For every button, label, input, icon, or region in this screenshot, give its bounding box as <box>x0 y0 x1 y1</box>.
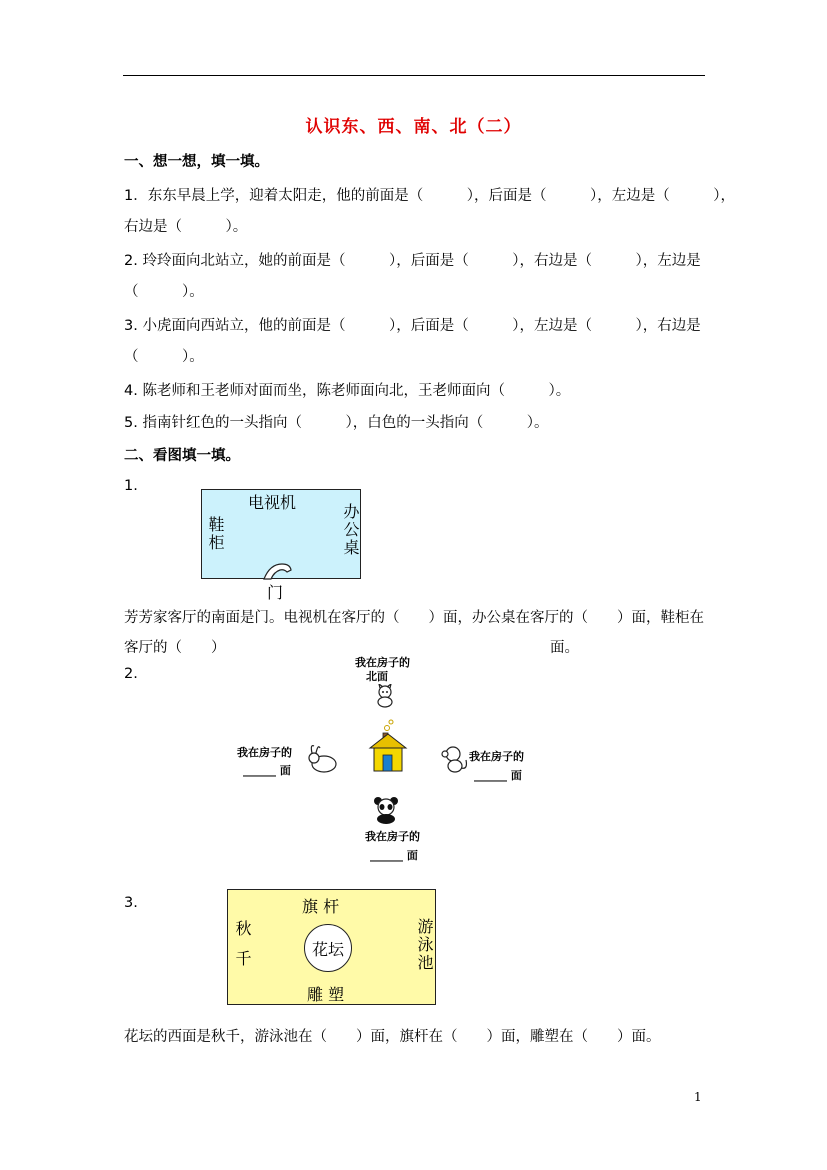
pool-label: 游泳池 <box>415 918 434 972</box>
q2-number: 2. <box>124 666 138 682</box>
question-line: （ ）。 <box>124 349 204 365</box>
question-line: 3. 小虎面向西站立，他的前面是（ ），后面是（ ），左边是（ ），右边是 <box>124 318 701 334</box>
question-line: （ ）。 <box>124 284 204 300</box>
north-label: 北面 <box>366 670 388 683</box>
question-line: 5. 指南针红色的一头指向（ ），白色的一头指向（ ）。 <box>124 415 549 431</box>
east-blank: ______ 面 <box>474 769 522 782</box>
west-blank: ______ 面 <box>243 764 291 777</box>
q1-text: 芳芳家客厅的南面是门。电视机在客厅的（ ）面，办公桌在客厅的（ ）面，鞋柜在 <box>124 610 704 626</box>
q3-text: 花坛的西面是秋千，游泳池在（ ）面，旗杆在（ ）面，雕塑在（ ）面。 <box>124 1029 661 1045</box>
south-label: 我在房子的 <box>365 830 420 843</box>
page-title: 认识东、西、南、北（二） <box>305 117 522 137</box>
cat-icon <box>372 684 398 708</box>
desk-label: 办公桌 <box>341 503 360 557</box>
swing-label: 秋千 <box>233 920 252 980</box>
door-icon <box>260 560 296 580</box>
tv-label: 电视机 <box>248 493 297 512</box>
q1-text: 客厅的（ ） <box>124 640 226 656</box>
q1-text: 面。 <box>550 640 579 656</box>
question-line: 4. 陈老师和王老师对面而坐，陈老师面向北，王老师面向（ ）。 <box>124 383 571 399</box>
rabbit-icon <box>306 744 340 774</box>
flagpole-label: 旗 杆 <box>302 897 340 916</box>
monkey-icon <box>440 744 470 774</box>
shoe-cabinet-label: 鞋柜 <box>206 516 225 552</box>
panda-icon <box>372 796 400 824</box>
q1-number: 1. <box>124 478 138 494</box>
flower-bed-label: 花坛 <box>311 939 344 959</box>
section2-heading: 二、看图填一填。 <box>124 448 240 464</box>
east-label: 我在房子的 <box>469 750 524 763</box>
statue-label: 雕 塑 <box>307 985 345 1004</box>
west-label: 我在房子的 <box>237 746 292 759</box>
question-line: 右边是（ ）。 <box>124 219 248 235</box>
south-blank: ______ 面 <box>370 849 418 862</box>
question-line: 1．东东早晨上学，迎着太阳走，他的前面是（ ），后面是（ ），左边是（ ）， <box>124 188 735 204</box>
house-icon <box>368 718 408 774</box>
page-number: 1 <box>694 1090 702 1104</box>
section1-heading: 一、想一想，填一填。 <box>124 154 269 170</box>
header-rule <box>123 75 705 76</box>
door-label: 门 <box>267 583 284 602</box>
question-line: 2. 玲玲面向北站立，她的前面是（ ），后面是（ ），右边是（ ），左边是 <box>124 253 701 269</box>
north-label: 我在房子的 <box>355 656 410 669</box>
q3-number: 3. <box>124 895 138 911</box>
flower-bed-circle <box>304 924 352 972</box>
